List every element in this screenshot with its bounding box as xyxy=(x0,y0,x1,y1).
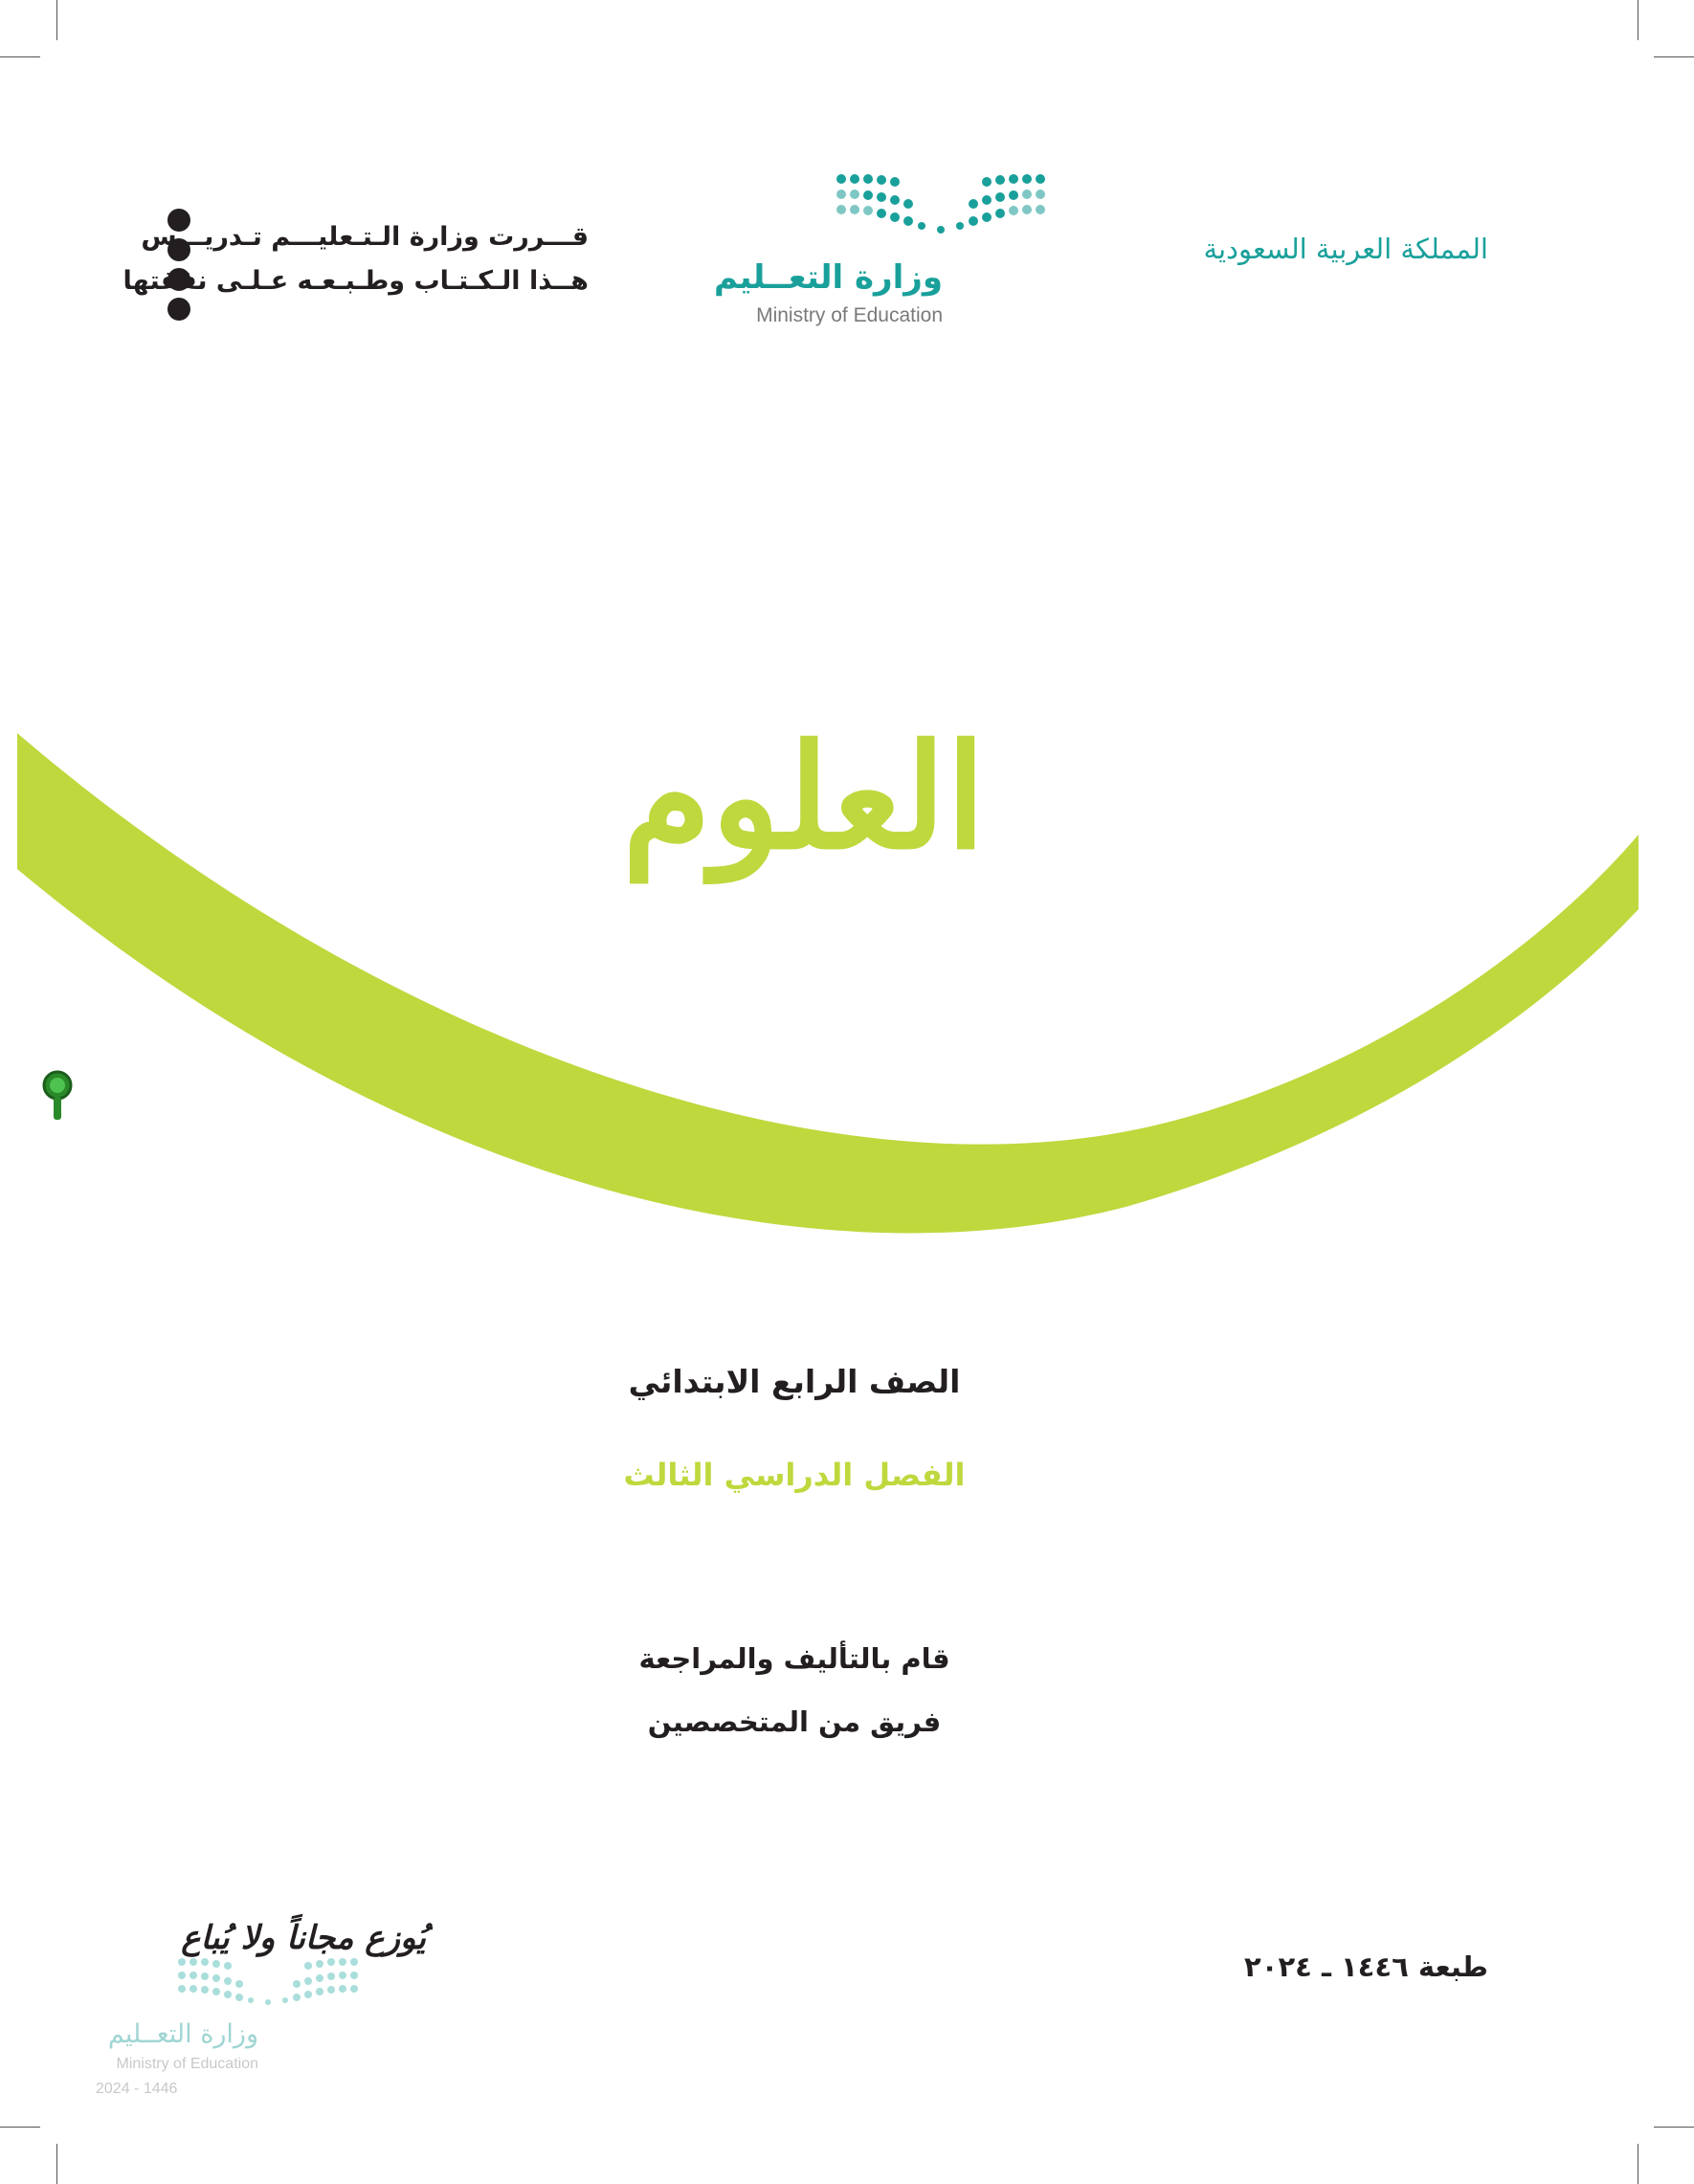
ministry-watermark-icon xyxy=(172,1952,383,2005)
crop-mark xyxy=(0,56,40,57)
authorship-line-1: قام بالتأليف والمراجعة xyxy=(638,1642,950,1675)
kingdom-name: المملكة العربية السعودية xyxy=(1203,233,1488,265)
footer-ministry-name-en: Ministry of Education xyxy=(116,2056,258,2072)
crop-mark xyxy=(0,2127,40,2128)
crop-mark xyxy=(56,2144,57,2184)
footer-ministry-name-ar: وزارة التعــليم xyxy=(107,2019,258,2049)
approval-statement xyxy=(123,215,589,303)
footer-year-range: 2024 - 1446 xyxy=(96,2081,178,2097)
ministry-name-en: Ministry of Education xyxy=(756,304,943,326)
ministry-name-ar: وزارة التعــليم xyxy=(714,258,943,297)
approval-line-1: قـــررت وزارة الـتـعليـــم تـدريـــس xyxy=(141,222,589,252)
crop-mark xyxy=(56,0,57,40)
free-distribution-stamp: يُوزع مجاناً ولا يُباع xyxy=(181,1919,426,1957)
book-title: العلوم xyxy=(622,713,986,881)
semester-label: الفصل الدراسي الثالث xyxy=(623,1457,966,1493)
crop-mark xyxy=(1654,2127,1694,2128)
authorship xyxy=(574,1627,1014,1753)
location-pin-icon xyxy=(40,1070,75,1124)
approval-line-2: هــذا الـكـتـاب وطـبـعـه عـلـى نفقتها xyxy=(123,266,589,296)
edition-label: طبعة ١٤٤٦ ـ ٢٠٢٤ xyxy=(1244,1950,1488,1983)
authorship-line-2: فريق من المتخصصين xyxy=(647,1705,942,1738)
grade-label: الصف الرابع الابتدائي xyxy=(628,1363,961,1400)
crop-mark xyxy=(1654,56,1694,57)
